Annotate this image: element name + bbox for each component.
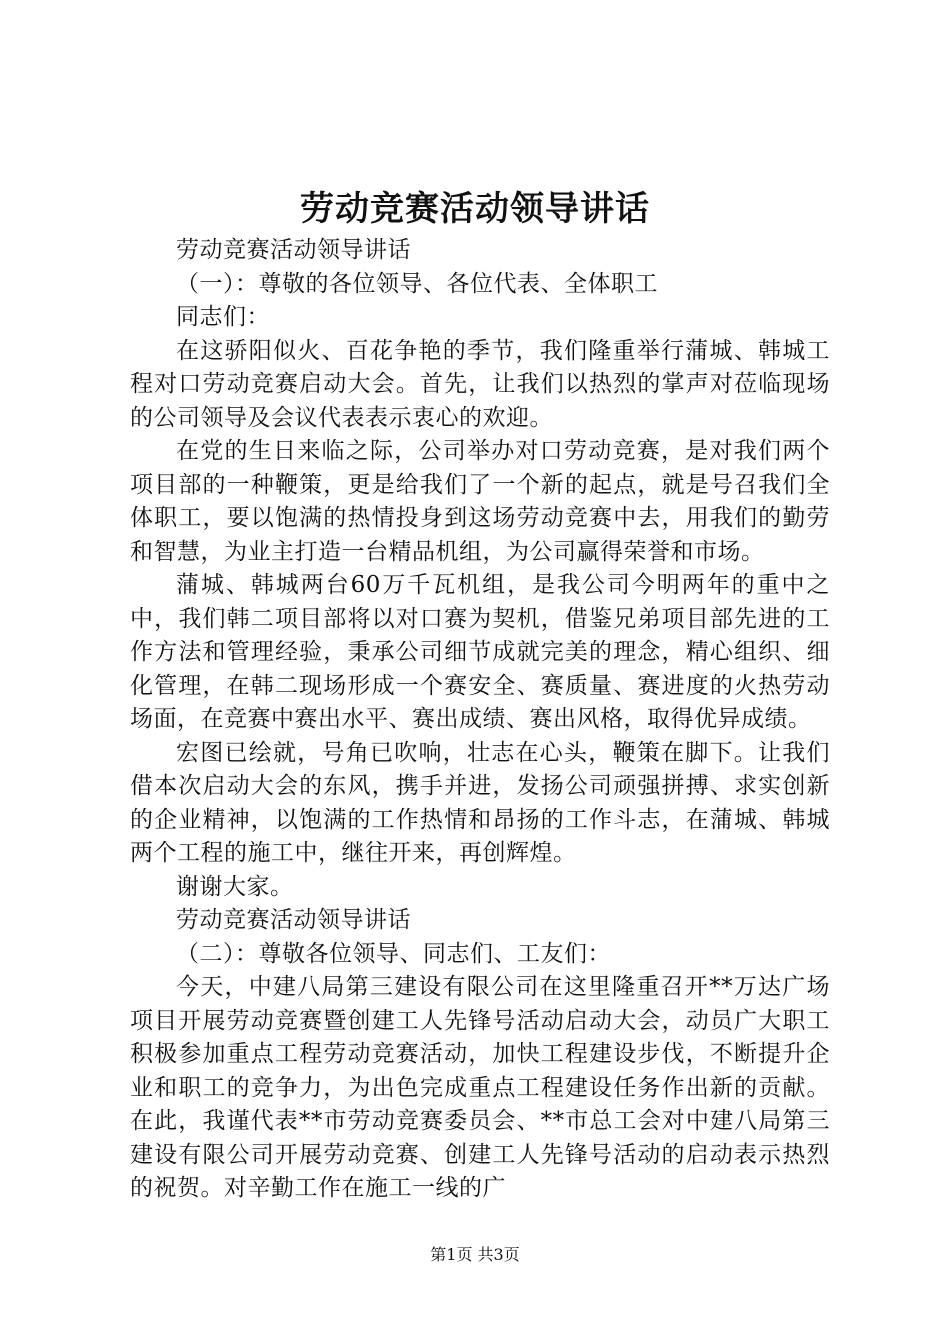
paragraph-salutation-2: （二）：尊敬各位领导、同志们、工友们： bbox=[176, 940, 611, 967]
paragraph-subtitle-2: 劳动竞赛活动领导讲话 bbox=[176, 907, 411, 933]
document-title: 劳动竞赛活动领导讲话 bbox=[300, 189, 650, 229]
paragraph-body: 蒲城、韩城两台60万千瓦机组，是我公司今明两年的重中之中，我们韩二项目部将以对口赛为契机，借鉴兄弟项目部先进的工作方法和管理经验，秉承公司细节成就完美的理念，精心组织、细化管理，在韩二现场形成一个赛安全、赛质量、赛进度的火热劳动场面，在竞赛中赛出水平、赛出成绩、赛出风格，取得优异成绩。 bbox=[130, 572, 830, 732]
paragraph-body: 宏图已绘就，号角已吹响，壮志在心头，鞭策在脚下。让我们借本次启动大会的东风，携手并进，发扬公司顽强拼搏、求实创新的企业精神，以饱满的工作热情和昂扬的工作斗志，在蒲城、韩城两个工程的施工中，继往开来，再创辉煌。 bbox=[130, 739, 830, 866]
paragraph-body: 在党的生日来临之际，公司举办对口劳动竞赛，是对我们两个项目部的一种鞭策，更是给我们了一个新的起点，就是号召我们全体职工，要以饱满的热情投身到这场劳动竞赛中去，用我们的勤劳和智慧，为业主打造一台精品机组，为公司赢得荣誉和市场。 bbox=[130, 438, 830, 565]
paragraph-subtitle-1: 劳动竞赛活动领导讲话 bbox=[176, 237, 411, 263]
page-number: 第1页 共3页 bbox=[430, 1245, 520, 1264]
document-body bbox=[130, 234, 830, 1206]
paragraph-body: 在这骄阳似火、百花争艳的季节，我们隆重举行蒲城、韩城工程对口劳动竞赛启动大会。首先，让我们以热烈的掌声对莅临现场的公司领导及会议代表表示衷心的欢迎。 bbox=[130, 337, 830, 431]
paragraph-thanks: 谢谢大家。 bbox=[176, 873, 294, 900]
paragraph-greeting-1: 同志们： bbox=[176, 304, 270, 330]
paragraph-salutation-1: （一）：尊敬的各位领导、各位代表、全体职工 bbox=[176, 270, 658, 297]
paragraph-body: 今天，中建八局第三建设有限公司在这里隆重召开**万达广场项目开展劳动竞赛暨创建工人先锋号活动启动大会，动员广大职工积极参加重点工程劳动竞赛活动，加快工程建设步伐，不断提升企业和职工的竞争力，为出色完成重点工程建设任务作出新的贡献。在此，我谨代表**市劳动竞赛委员会、**市总工会对中建八局第三建设有限公司开展劳动竞赛、创建工人先锋号活动的启动表示热烈的祝贺。对辛勤工作在施工一线的广 bbox=[130, 974, 830, 1201]
